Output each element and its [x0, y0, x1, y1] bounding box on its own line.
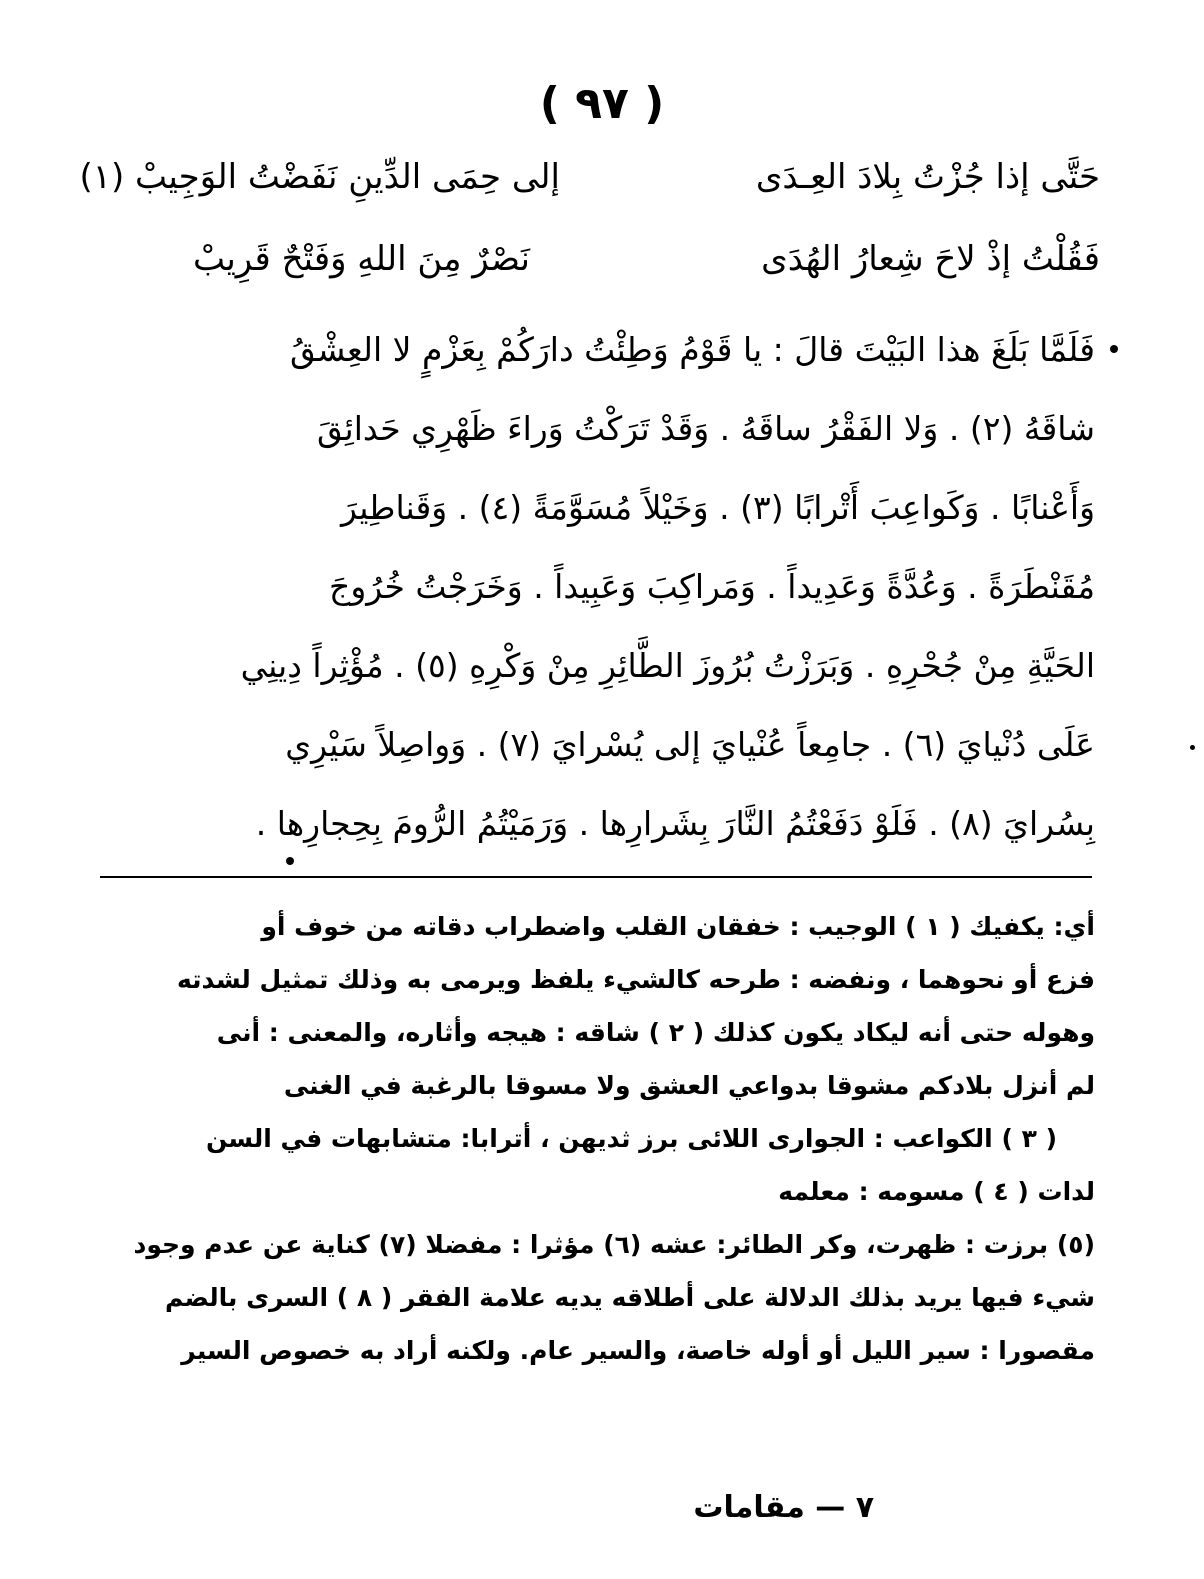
footnote-line: أي: يكفيك ( ١ ) الوجيب : خفقان القلب واضطراب دقاته من خوف أو: [261, 912, 1095, 941]
margin-dot: [286, 857, 294, 865]
footnote-line: لدات ( ٤ ) مسومه : معلمه: [778, 1177, 1095, 1206]
footnote-line: مقصورا : سير الليل أو أوله خاصة، والسير عام. ولكنه أراد به خصوص السير: [181, 1336, 1095, 1365]
prose-paragraph: [110, 310, 1095, 863]
footnote-line: شيء فيها يريد بذلك الدلالة على أطلاقه يديه علامة الفقر ( ٨ ) السرى بالضم: [165, 1283, 1095, 1312]
prose-line: شاقَهُ (٢) . وَلا الفَقْرُ ساقَهُ . وَقَدْ تَرَكْتُ وَراءَ ظَهْرِي حَدائِقَ: [317, 409, 1095, 448]
footnote-line: ( ٣ ) الكواعب : الجوارى اللائى برز ثديهن ، أترابا: متشابهات في السن: [205, 1124, 1057, 1153]
margin-dot: [1190, 745, 1195, 750]
footnote-line: فزع أو نحوهما ، ونفضه : طرحه كالشيء يلفظ ويرمى به وذلك تمثيل لشدته: [176, 965, 1095, 994]
verse-first-hemistich: حَتَّى إذا جُزْتُ بِلادَ العِـدَى: [755, 157, 1100, 197]
footnote-divider: [100, 876, 1092, 878]
verse-second-hemistich: إلى حِمَى الدِّينِ نَفَضْتُ الوَجِيبْ (١): [79, 157, 560, 197]
margin-dot: [1110, 345, 1118, 353]
footnote-line: (٥) برزت : ظهرت، وكر الطائر: عشه (٦) مؤثرا : مفضلا (٧) كناية عن عدم وجود: [133, 1230, 1095, 1259]
prose-line: عَلَى دُنْيايَ (٦) . جامِعاً عُنْيايَ إلى يُسْرايَ (٧) . وَواصِلاً سَيْرِي: [285, 725, 1095, 764]
verse-second-hemistich: نَصْرٌ مِنَ اللهِ وَفَتْحٌ قَرِيبْ: [192, 239, 530, 279]
prose-line: وَأَعْنابًا . وَكَواعِبَ أَتْرابًا (٣) . وَخَيْلاً مُسَوَّمَةً (٤) . وَقَناطِيرَ: [341, 488, 1095, 527]
signature-text: ٧ — مقامات: [693, 1490, 874, 1525]
verse-first-hemistich: فَقُلْتُ إذْ لاحَ شِعارُ الهُدَى: [761, 239, 1100, 279]
prose-line: الحَيَّةِ مِنْ جُحْرِهِ . وَبَرَزْتُ بُرُوزَ الطَّائِرِ مِنْ وَكْرِهِ (٥) . مُؤْثِراً دِينِي: [240, 646, 1095, 685]
footnotes: [100, 900, 1095, 1377]
footnote-line: وهوله حتى أنه ليكاد يكون كذلك ( ٢ ) شاقه : هيجه وأثاره، والمعنى : أنى: [216, 1018, 1095, 1047]
page-number: ( ٩٧ ): [539, 78, 665, 129]
prose-line: بِسُرايَ (٨) . فَلَوْ دَفَعْتُمُ النَّارَ بِشَرارِها . وَرَمَيْتُمُ الرُّومَ بِحِجارِها .: [255, 804, 1095, 843]
prose-line: مُقَنْطَرَةً . وَعُدَّةً وَعَدِيداً . وَمَراكِبَ وَعَبِيداً . وَخَرَجْتُ خُرُوجَ: [329, 567, 1095, 606]
footnote-line: لم أنزل بلادكم مشوقا بدواعي العشق ولا مسوقا بالرغبة في الغنى: [283, 1071, 1095, 1100]
prose-line: فَلَمَّا بَلَغَ هذا البَيْتَ قالَ : يا قَوْمُ وَطِئْتُ دارَكُمْ بِعَزْمٍ لا العِشْقُ: [290, 330, 1095, 369]
